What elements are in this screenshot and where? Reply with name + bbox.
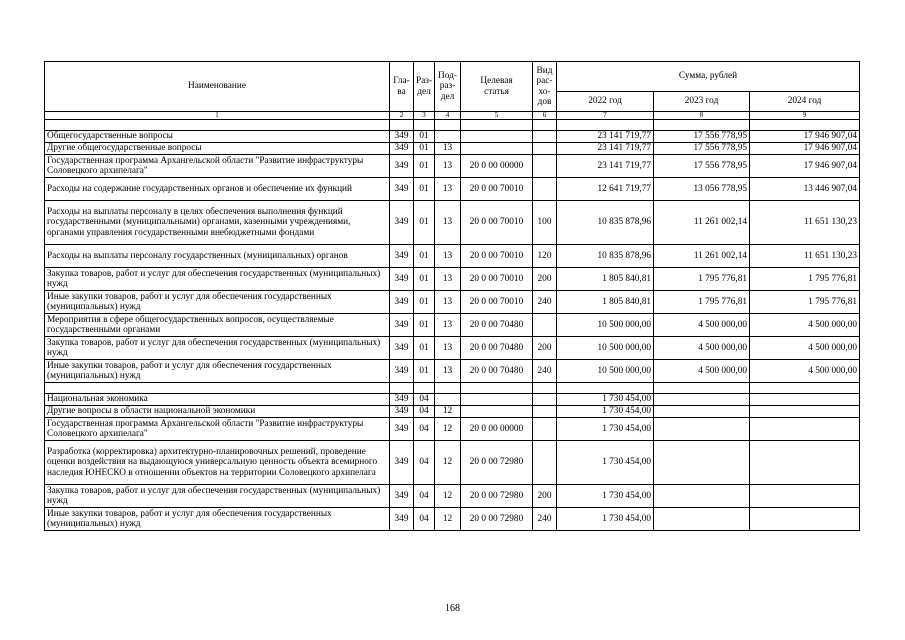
- row-name-cell: Расходы на содержание государственных органов и обеспечение их функций: [45, 178, 390, 201]
- row-vid-cell: [533, 383, 557, 394]
- row-celevaya-cell: [461, 394, 533, 406]
- row-podrazdel-cell: 13: [435, 268, 461, 291]
- row-vid-cell: [533, 178, 557, 201]
- row-vid-cell: [533, 143, 557, 155]
- row-celevaya-cell: [461, 131, 533, 143]
- row-razdel-cell: 04: [414, 406, 435, 418]
- row-celevaya-cell: 20 0 00 70010: [461, 268, 533, 291]
- row-sum-2023-cell: [654, 441, 750, 485]
- budget-table: [44, 61, 860, 531]
- row-sum-2022-cell: 10 500 000,00: [557, 360, 654, 383]
- row-glava-cell: 349: [390, 394, 414, 406]
- table-row: [45, 291, 860, 314]
- row-podrazdel-cell: 13: [435, 245, 461, 268]
- row-sum-2022-cell: 23 141 719,77: [557, 131, 654, 143]
- header-year-2024: 2024 год: [750, 92, 860, 112]
- row-sum-2024-cell: [750, 394, 860, 406]
- row-sum-2024-cell: [750, 485, 860, 508]
- row-podrazdel-cell: 12: [435, 406, 461, 418]
- row-sum-2024-cell: 4 500 000,00: [750, 337, 860, 360]
- row-podrazdel-cell: 13: [435, 178, 461, 201]
- row-razdel-cell: 01: [414, 155, 435, 178]
- row-sum-2023-cell: 13 056 778,95: [654, 178, 750, 201]
- row-glava-cell: 349: [390, 245, 414, 268]
- row-sum-2022-cell: [557, 383, 654, 394]
- row-sum-2023-cell: 1 795 776,81: [654, 268, 750, 291]
- row-podrazdel-cell: 12: [435, 508, 461, 531]
- row-vid-cell: [533, 441, 557, 485]
- column-number: 2: [390, 112, 414, 120]
- row-sum-2023-cell: [654, 508, 750, 531]
- row-vid-cell: 120: [533, 245, 557, 268]
- header-summa: Сумма, рублей: [557, 62, 860, 92]
- row-sum-2023-cell: [654, 383, 750, 394]
- row-podrazdel-cell: [435, 383, 461, 394]
- row-razdel-cell: 04: [414, 508, 435, 531]
- row-sum-2024-cell: 1 795 776,81: [750, 268, 860, 291]
- header-year-2022: 2022 год: [557, 92, 654, 112]
- row-razdel-cell: 04: [414, 394, 435, 406]
- row-podrazdel-cell: 13: [435, 201, 461, 245]
- row-name-cell: Расходы на выплаты персоналу в целях обеспечения выполнения функций государственными (муниципальными) органами, казенными учреждениями, органами управления государственными внебюджетными фондами: [45, 201, 390, 245]
- column-number: 8: [654, 112, 750, 120]
- table-row: [45, 383, 860, 394]
- row-razdel-cell: 01: [414, 178, 435, 201]
- row-glava-cell: 349: [390, 485, 414, 508]
- row-sum-2024-cell: 4 500 000,00: [750, 314, 860, 337]
- row-celevaya-cell: [461, 120, 533, 131]
- row-glava-cell: 349: [390, 201, 414, 245]
- table-row: [45, 406, 860, 418]
- row-sum-2023-cell: 4 500 000,00: [654, 337, 750, 360]
- row-vid-cell: [533, 418, 557, 441]
- row-sum-2022-cell: 1 730 454,00: [557, 441, 654, 485]
- row-celevaya-cell: 20 0 00 72980: [461, 485, 533, 508]
- row-name-cell: Закупка товаров, работ и услуг для обеспечения государственных (муниципальных) нужд: [45, 268, 390, 291]
- row-razdel-cell: 04: [414, 418, 435, 441]
- table-row: [45, 314, 860, 337]
- row-sum-2022-cell: 1 730 454,00: [557, 508, 654, 531]
- column-number: 6: [533, 112, 557, 120]
- header-name: Наименование: [45, 62, 390, 112]
- row-sum-2023-cell: [654, 394, 750, 406]
- row-glava-cell: 349: [390, 406, 414, 418]
- table-row: [45, 441, 860, 485]
- row-sum-2023-cell: [654, 406, 750, 418]
- row-vid-cell: 200: [533, 268, 557, 291]
- row-podrazdel-cell: 13: [435, 337, 461, 360]
- row-razdel-cell: [414, 120, 435, 131]
- row-podrazdel-cell: 13: [435, 155, 461, 178]
- row-glava-cell: 349: [390, 337, 414, 360]
- table-row: [45, 155, 860, 178]
- table-row: [45, 245, 860, 268]
- row-name-cell: [45, 120, 390, 131]
- row-sum-2024-cell: 13 446 907,04: [750, 178, 860, 201]
- header-vid-rashodov: Вид рас- хо- дов: [533, 62, 557, 112]
- row-glava-cell: 349: [390, 143, 414, 155]
- budget-table-container: [44, 61, 859, 531]
- row-podrazdel-cell: 13: [435, 291, 461, 314]
- row-podrazdel-cell: [435, 131, 461, 143]
- row-sum-2022-cell: 23 141 719,77: [557, 155, 654, 178]
- row-sum-2024-cell: [750, 508, 860, 531]
- row-sum-2023-cell: [654, 120, 750, 131]
- column-numbers-row: [45, 112, 860, 120]
- row-sum-2023-cell: [654, 418, 750, 441]
- row-sum-2022-cell: [557, 120, 654, 131]
- row-glava-cell: 349: [390, 268, 414, 291]
- row-sum-2022-cell: 10 835 878,96: [557, 201, 654, 245]
- row-sum-2023-cell: [654, 485, 750, 508]
- header-razdel: Раз- дел: [414, 62, 435, 112]
- row-podrazdel-cell: 13: [435, 143, 461, 155]
- row-glava-cell: 349: [390, 314, 414, 337]
- row-vid-cell: 240: [533, 508, 557, 531]
- row-vid-cell: 240: [533, 291, 557, 314]
- row-sum-2024-cell: 17 946 907,04: [750, 131, 860, 143]
- row-celevaya-cell: 20 0 00 70010: [461, 201, 533, 245]
- row-name-cell: Другие общегосударственные вопросы: [45, 143, 390, 155]
- header-podrazdel: Под- раз- дел: [435, 62, 461, 112]
- column-number: 7: [557, 112, 654, 120]
- row-razdel-cell: 01: [414, 268, 435, 291]
- row-sum-2022-cell: 1 730 454,00: [557, 485, 654, 508]
- table-row: [45, 120, 860, 131]
- column-number: 5: [461, 112, 533, 120]
- row-name-cell: Государственная программа Архангельской области "Развитие инфраструктуры Соловецкого архипелага": [45, 155, 390, 178]
- row-name-cell: Закупка товаров, работ и услуг для обеспечения государственных (муниципальных) нужд: [45, 337, 390, 360]
- table-row: [45, 178, 860, 201]
- row-vid-cell: 240: [533, 360, 557, 383]
- row-vid-cell: [533, 155, 557, 178]
- row-name-cell: Разработка (корректировка) архитектурно-планировочных решений, проведение оценки воздействия на выдающуюся универсальную ценность объекта всемирного наследия ЮНЕСКО в отношении объектов на территории Соловецкого архипелага: [45, 441, 390, 485]
- row-celevaya-cell: 20 0 00 72980: [461, 508, 533, 531]
- row-celevaya-cell: 20 0 00 70010: [461, 245, 533, 268]
- row-sum-2022-cell: 23 141 719,77: [557, 143, 654, 155]
- row-podrazdel-cell: 13: [435, 314, 461, 337]
- row-sum-2022-cell: 1 805 840,81: [557, 268, 654, 291]
- row-celevaya-cell: [461, 143, 533, 155]
- row-vid-cell: [533, 406, 557, 418]
- row-celevaya-cell: 20 0 00 72980: [461, 441, 533, 485]
- table-row: [45, 268, 860, 291]
- row-celevaya-cell: 20 0 00 70480: [461, 337, 533, 360]
- row-name-cell: Расходы на выплаты персоналу государственных (муниципальных) органов: [45, 245, 390, 268]
- row-podrazdel-cell: 12: [435, 418, 461, 441]
- table-row: [45, 508, 860, 531]
- row-glava-cell: 349: [390, 131, 414, 143]
- row-vid-cell: 200: [533, 485, 557, 508]
- row-name-cell: Иные закупки товаров, работ и услуг для обеспечения государственных (муниципальных) нужд: [45, 360, 390, 383]
- row-sum-2022-cell: 1 730 454,00: [557, 394, 654, 406]
- header-glava: Гла- ва: [390, 62, 414, 112]
- row-celevaya-cell: 20 0 00 70480: [461, 314, 533, 337]
- row-sum-2023-cell: 4 500 000,00: [654, 314, 750, 337]
- row-razdel-cell: 01: [414, 143, 435, 155]
- column-number: 1: [45, 112, 390, 120]
- row-sum-2024-cell: 11 651 130,23: [750, 245, 860, 268]
- row-glava-cell: 349: [390, 508, 414, 531]
- row-sum-2022-cell: 1 730 454,00: [557, 418, 654, 441]
- row-name-cell: Закупка товаров, работ и услуг для обеспечения государственных (муниципальных) нужд: [45, 485, 390, 508]
- row-podrazdel-cell: 12: [435, 441, 461, 485]
- row-sum-2023-cell: 11 261 002,14: [654, 245, 750, 268]
- table-row: [45, 201, 860, 245]
- table-row: [45, 131, 860, 143]
- row-name-cell: Национальная экономика: [45, 394, 390, 406]
- row-razdel-cell: 01: [414, 360, 435, 383]
- row-glava-cell: [390, 383, 414, 394]
- row-glava-cell: 349: [390, 418, 414, 441]
- row-sum-2022-cell: 1 730 454,00: [557, 406, 654, 418]
- row-name-cell: Мероприятия в сфере общегосударственных вопросов, осуществляемые государственными органами: [45, 314, 390, 337]
- row-sum-2022-cell: 1 805 840,81: [557, 291, 654, 314]
- table-row: [45, 360, 860, 383]
- row-sum-2022-cell: 10 500 000,00: [557, 337, 654, 360]
- row-celevaya-cell: 20 0 00 00000: [461, 418, 533, 441]
- page-number: 168: [445, 603, 460, 614]
- row-sum-2024-cell: [750, 441, 860, 485]
- row-razdel-cell: 01: [414, 201, 435, 245]
- row-sum-2024-cell: [750, 120, 860, 131]
- row-razdel-cell: 01: [414, 131, 435, 143]
- row-glava-cell: [390, 120, 414, 131]
- header-year-2023: 2023 год: [654, 92, 750, 112]
- row-podrazdel-cell: 13: [435, 360, 461, 383]
- row-podrazdel-cell: [435, 120, 461, 131]
- row-vid-cell: 200: [533, 337, 557, 360]
- row-razdel-cell: 04: [414, 441, 435, 485]
- row-name-cell: Иные закупки товаров, работ и услуг для обеспечения государственных (муниципальных) нужд: [45, 508, 390, 531]
- row-glava-cell: 349: [390, 441, 414, 485]
- row-razdel-cell: [414, 383, 435, 394]
- row-name-cell: Общегосударственные вопросы: [45, 131, 390, 143]
- row-name-cell: Государственная программа Архангельской области "Развитие инфраструктуры Соловецкого архипелага": [45, 418, 390, 441]
- row-sum-2024-cell: 11 651 130,23: [750, 201, 860, 245]
- row-vid-cell: [533, 394, 557, 406]
- table-row: [45, 337, 860, 360]
- table-row: [45, 418, 860, 441]
- header-celevaya-statya: Целевая статья: [461, 62, 533, 112]
- row-name-cell: Иные закупки товаров, работ и услуг для обеспечения государственных (муниципальных) нужд: [45, 291, 390, 314]
- row-sum-2024-cell: [750, 418, 860, 441]
- row-sum-2024-cell: 17 946 907,04: [750, 155, 860, 178]
- row-glava-cell: 349: [390, 155, 414, 178]
- row-podrazdel-cell: [435, 394, 461, 406]
- row-sum-2023-cell: 17 556 778,95: [654, 155, 750, 178]
- row-sum-2023-cell: 17 556 778,95: [654, 131, 750, 143]
- row-razdel-cell: 01: [414, 291, 435, 314]
- row-sum-2022-cell: 10 835 878,96: [557, 245, 654, 268]
- row-vid-cell: 100: [533, 201, 557, 245]
- row-celevaya-cell: [461, 383, 533, 394]
- row-glava-cell: 349: [390, 360, 414, 383]
- table-row: [45, 485, 860, 508]
- table-body: [45, 120, 860, 531]
- column-number: 3: [414, 112, 435, 120]
- row-name-cell: [45, 383, 390, 394]
- row-razdel-cell: 01: [414, 314, 435, 337]
- row-sum-2023-cell: 11 261 002,14: [654, 201, 750, 245]
- row-glava-cell: 349: [390, 178, 414, 201]
- row-razdel-cell: 01: [414, 245, 435, 268]
- row-celevaya-cell: 20 0 00 70010: [461, 178, 533, 201]
- row-sum-2022-cell: 12 641 719,77: [557, 178, 654, 201]
- column-number: 4: [435, 112, 461, 120]
- row-podrazdel-cell: 12: [435, 485, 461, 508]
- row-sum-2024-cell: 1 795 776,81: [750, 291, 860, 314]
- row-sum-2024-cell: 4 500 000,00: [750, 360, 860, 383]
- row-sum-2024-cell: [750, 406, 860, 418]
- row-vid-cell: [533, 131, 557, 143]
- row-razdel-cell: 04: [414, 485, 435, 508]
- row-vid-cell: [533, 314, 557, 337]
- table-row: [45, 143, 860, 155]
- row-sum-2022-cell: 10 500 000,00: [557, 314, 654, 337]
- column-number: 9: [750, 112, 860, 120]
- row-celevaya-cell: 20 0 00 70010: [461, 291, 533, 314]
- table-row: [45, 394, 860, 406]
- row-celevaya-cell: 20 0 00 70480: [461, 360, 533, 383]
- row-sum-2024-cell: [750, 383, 860, 394]
- row-razdel-cell: 01: [414, 337, 435, 360]
- row-sum-2023-cell: 17 556 778,95: [654, 143, 750, 155]
- row-sum-2023-cell: 4 500 000,00: [654, 360, 750, 383]
- row-celevaya-cell: [461, 406, 533, 418]
- row-sum-2024-cell: 17 946 907,04: [750, 143, 860, 155]
- row-glava-cell: 349: [390, 291, 414, 314]
- row-vid-cell: [533, 120, 557, 131]
- row-sum-2023-cell: 1 795 776,81: [654, 291, 750, 314]
- row-name-cell: Другие вопросы в области национальной экономики: [45, 406, 390, 418]
- row-celevaya-cell: 20 0 00 00000: [461, 155, 533, 178]
